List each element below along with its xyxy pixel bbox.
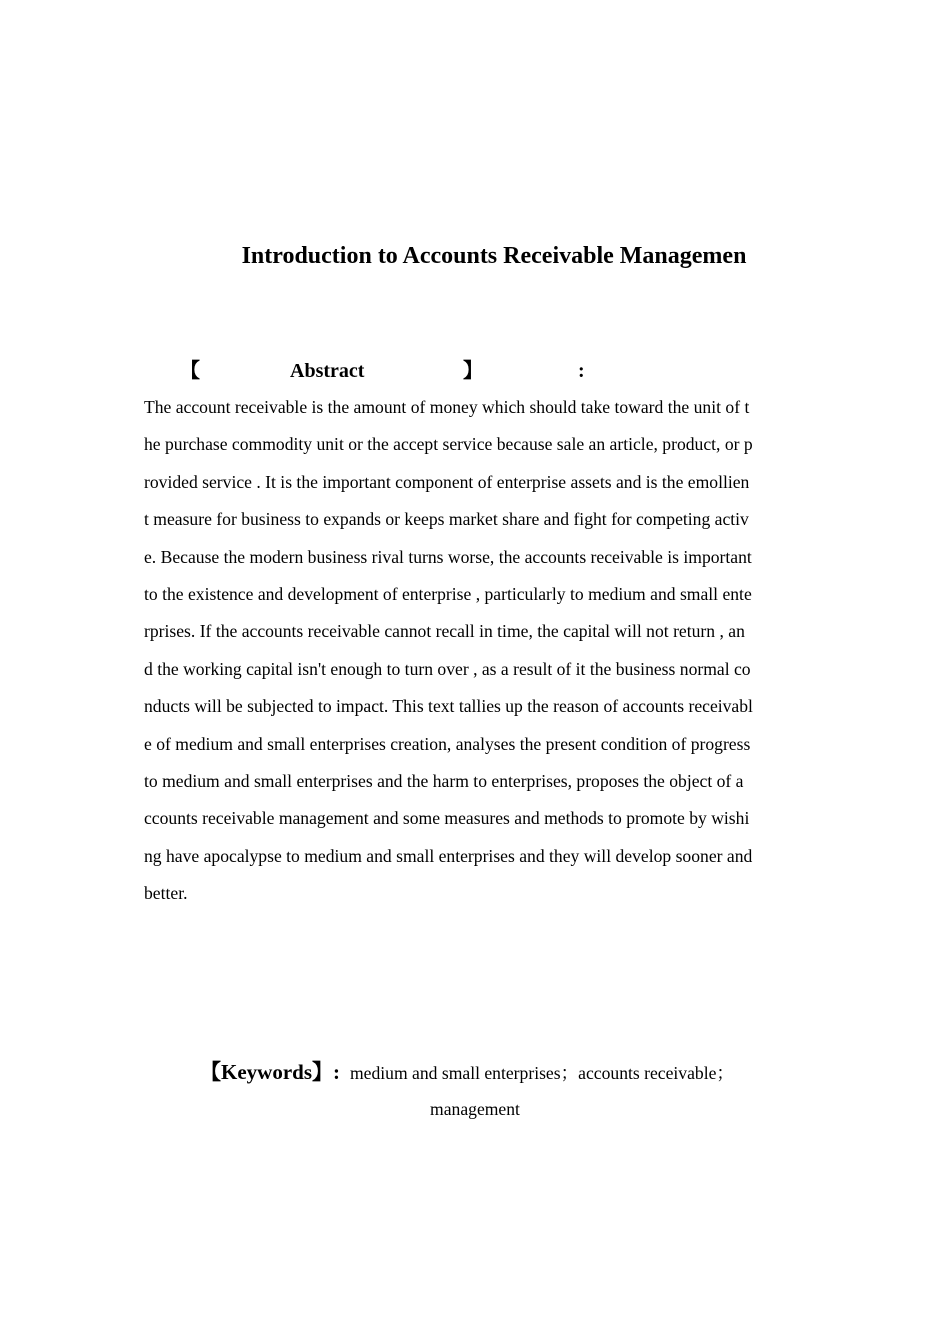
abstract-heading: Abstract (290, 360, 365, 382)
abstract-line: rprises. If the accounts receivable cannot recall in time, the capital will not return , an (144, 621, 745, 642)
document-title: Introduction to Accounts Receivable Managemen (241, 243, 747, 269)
abstract-line: ng have apocalypse to medium and small enterprises and they will develop sooner and (144, 845, 753, 866)
abstract-line: better. (144, 883, 188, 904)
keywords-continuation: management (430, 1099, 520, 1119)
abstract-line: to the existence and development of enterprise , particularly to medium and small ente (144, 584, 752, 605)
abstract-body (144, 389, 808, 913)
abstract-line: The account receivable is the amount of money which should take toward the unit of t (144, 397, 750, 417)
abstract-line: d the working capital isn't enough to turn over , as a result of it the business normal co (144, 658, 751, 679)
abstract-colon: : (578, 360, 585, 382)
abstract-open-bracket: 【 (180, 360, 200, 382)
abstract-line: t measure for business to expands or keeps market share and fight for competing activ (144, 509, 749, 530)
keywords-values: medium and small enterprises；accounts receivable； (350, 1063, 734, 1083)
abstract-line: he purchase commodity unit or the accept service because sale an article, product, or p (144, 434, 753, 455)
abstract-line: to medium and small enterprises and the harm to enterprises, proposes the object of a (144, 771, 744, 792)
abstract-line: nducts will be subjected to impact. This text tallies up the reason of accounts receivabl (144, 696, 753, 717)
abstract-line: ccounts receivable management and some measures and methods to promote by wishi (144, 808, 750, 829)
keywords-section (200, 1055, 734, 1092)
abstract-line: rovided service . It is the important component of enterprise assets and is the emollien (144, 471, 750, 492)
abstract-line: e. Because the modern business rival turns worse, the accounts receivable is important (144, 546, 752, 567)
abstract-line: e of medium and small enterprises creation, analyses the present condition of progress (144, 733, 751, 754)
abstract-close-bracket: 】 (463, 360, 483, 382)
keywords-label: 【Keywords】: (200, 1060, 340, 1084)
